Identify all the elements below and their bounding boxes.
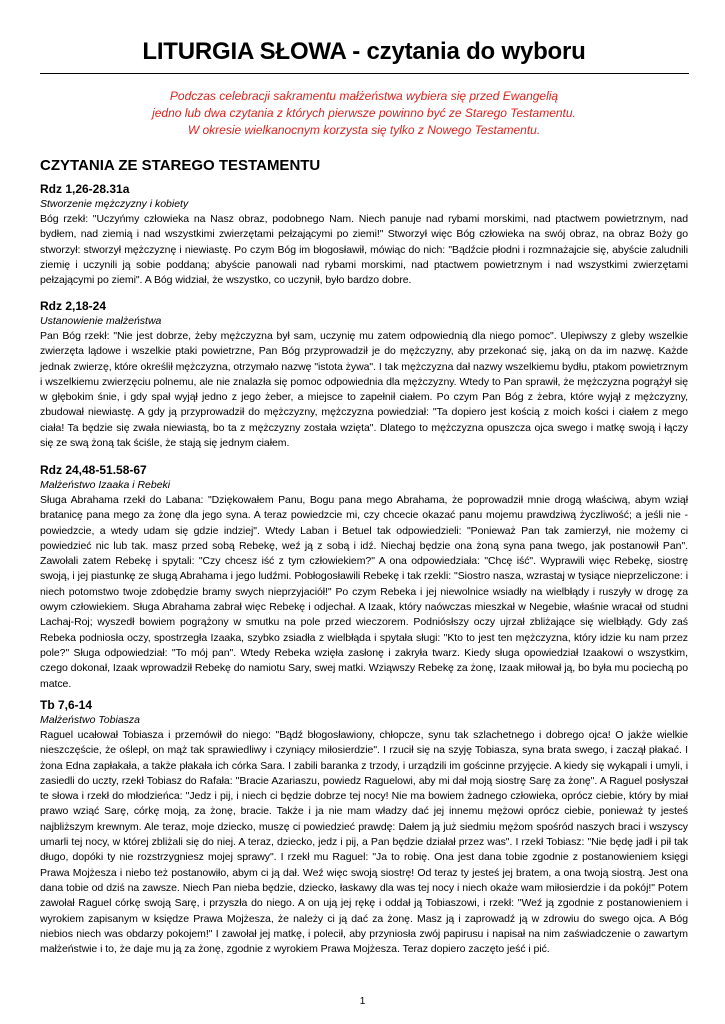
intro-line: Podczas celebracji sakramentu małżeństwa wybiera się przed Ewangelią: [169, 89, 559, 103]
title-underline: [40, 73, 689, 74]
reading-reference: Rdz 24,48-51.58-67: [40, 463, 147, 477]
page-number: 1: [359, 996, 366, 1007]
reading-subtitle: Stworzenie mężczyzny i kobiety: [40, 198, 189, 210]
reading-text: Raguel ucałował Tobiasza i przemówił do niego: "Bądź błogosławiony, chłopcze, synu tak szlachetnego i dobrego ojca! O jakże wielkie nieszczęście, że oślepł, on mąż tak sprawiedliwy i czyniący miłosierdzie". I rzucił się na szyję Tobiasza, syna brata swego, i zaczął płakać. I żona Edna zapłakała, a także płakała ich córka Sara. I zabili baranka z trzody, i urządzili im gościnne przyjęcie. A kiedy się wykąpali i umyli, i zasiedli do uczty, rzekł Tobiasz do Rafała: "Bracie Azariaszu, powiedz Raguelowi, aby mi dał moją siostrę Sarę za żonę". A Raguel posłyszał te słowa i rzekł do młodzieńca: "Jedz i pij, i niech ci będzie dobrze tej nocy! Nie ma bowiem żadnego człowieka, oprócz ciebie, który by miał prawo wziąć Sarę, córkę moją, za żonę, bracie. Także i ja nie mam władzy dać jej innemu mężowi oprócz ciebie, ponieważ ty jesteś najbliższym krewnym. Ale teraz, moje dziecko, muszę ci powiedzieć prawdę: Dałem ją już siedmiu mężom spośród naszych braci i wszyscy umarli tej nocy, w której zbliżali się do niej. A teraz, dziecko, jedz i pij, a Pan będzie działał przez was". I rzekł Tobiasz: "Nie będę jadł i pił tak długo, dopóki ty nie rozstrzygniesz mojej sprawy". I rzekł mu Raguel: "Ja to robię. Ona jest dana tobie zgodnie z postanowieniem księgi Prawa Mojżesza i niebo też postanowiło, abym ci ją dał. Weź więc swoją siostrę! Od teraz ty jesteś jej bratem, a ona twoją siostrą. Jest ona dana tobie od dziś na zawsze. Niech Pan nieba będzie, dziecko, łaskawy dla was tej nocy i niech okaże wam miłosierdzie i da pokój!" Potem zawołał Raguel córkę swoją Sarę, i przyszła do niego. A on ują jej rękę i oddał ją Tobiaszowi, i rzekł: "Weź ją zgodnie z postanowieniem i wyrokiem zapisanym w księdze Prawa Mojżesza, że należy ci ją dać za żonę. Masz ją i zaprowadź ją w zdrowiu do swego ojca. A Bóg niebios niech was obdarzy pokojem!" I zawołał jej matkę, i polecił, aby przyniosła zwój papirusu i napisał na nim zaświadczenie o zawartym małżeństwie i to, że daje mu ją za żonę, zgodnie z wyrokiem Prawa Mojżesza. Teraz dopiero zaczęto jeść i pić.: [40, 729, 688, 956]
intro-line: W okresie wielkanocnym korzysta się tylko z Nowego Testamentu.: [187, 123, 541, 137]
reading-reference: Tb 7,6-14: [40, 698, 93, 712]
reading-subtitle: Małżeństwo Tobiasza: [40, 714, 140, 726]
page-title: LITURGIA SŁOWA - czytania do wyboru: [142, 38, 586, 65]
reading-text: Sługa Abrahama rzekł do Labana: "Dziękowałem Panu, Bogu pana mego Abrahama, że poprowadził mnie drogą właściwą, abym wziął bratanicę pana mego za żonę dla jego syna. A teraz powiedzcie mi, czy chcecie okazać panu mojemu prawdziwą życzliwość; a jeśli nie - powiedzcie, a wtedy udam się gdzie indziej". Wtedy Laban i Betuel tak odpowiedzieli: "Ponieważ Pan tak zamierzył, nie możemy ci powiedzieć nic lub tak. masz przed sobą Rebekę, weź ją z sobą i idź. Niechaj będzie ona żoną syna pana twego, jak postanowił Pan". Zawołali zatem Rebekę i spytali: "Czy chcesz iść z tym człowiekiem?" A ona odpowiedziała: "Chcę iść". Wyprawili więc Rebekę, siostrę swoją, i jej piastunkę ze sługą Abrahama i jego ludźmi. Pobłogosławili Rebekę i tak rzekli: "Siostro nasza, wzrastaj w tysiące nieprzeliczone: i niech potomstwo twoje zdobędzie bramy swych nieprzyjaciół!" Po czym Rebeka i jej niewolnice wsiadły na wielbłądy i ruszyły w drogę za owym człowiekiem. Sługa Abrahama zabrał więc Rebekę i odjechał. A Izaak, który naówczas mieszkał w Negebie, właśnie wracał od studni Lachaj-Roj; wyszedł bowiem pogrążony w smutku na pole przed wieczorem. Podniósłszy oczy ujrzał zbliżające się wielbłądy. Gdy zaś Rebeka podniosła oczy, spostrzegła Izaaka, szybko zsiadła z wielbłąda i spytała sługi: "Kto to jest ten mężczyzna, który idzie ku nam przez pole?" Sługa odpowiedział: "To mój pan". Wtedy Rebeka wzięła zasłonę i zakryła twarz. Kiedy sługa opowiedział Izaakowi o wszystkim, czego dokonał, Izaak wprowadził Rebekę do namiotu Sary, swej matki. Wziąwszy Rebekę za żonę, Izaak miłował ją, bo była mu pociechą po matce.: [40, 494, 688, 690]
reading-text: Pan Bóg rzekł: "Nie jest dobrze, żeby mężczyzna był sam, uczynię mu zatem odpowiednią dla niego pomoc". Ulepiwszy z gleby wszelkie zwierzęta lądowe i wszelkie ptaki powietrzne, Pan Bóg przyprowadził je do mężczyzny, aby przekonać się, jaką on da im nazwę. Każde jednak zwierzę, które określił mężczyzna, otrzymało nazwę "istota żywa". I tak mężczyzna dał nazwy wszelkiemu bydłu, ptakom powietrznym i wszelkiemu zwierzęciu polnemu, ale nie znalazła się pomoc odpowiednia dla mężczyzny. Wtedy to Pan sprawił, że mężczyzna pogrążył się w głębokim śnie, i gdy spał wyjął jedno z jego żeber, a miejsce to zapełnił ciałem. Po czym Pan Bóg z żebra, które wyjął z mężczyzny, zbudował niewiastę. A gdy ją przyprowadził do mężczyzny, mężczyzna powiedział: "Ta dopiero jest kością z moich kości i ciałem z mego ciała! Ta będzie się zwała niewiastą, bo ta z mężczyzny została wzięta". Dlatego to mężczyzna opuszcza ojca swego i matkę swoją i łączy się ze swą żoną tak ściśle, że stają się jednym ciałem.: [40, 330, 688, 450]
reading-subtitle: Małżeństwo Izaaka i Rebeki: [40, 479, 171, 491]
reading-subtitle: Ustanowienie małżeństwa: [40, 315, 162, 327]
section-heading: CZYTANIA ZE STAREGO TESTAMENTU: [40, 157, 321, 174]
reading-genesis-24: [40, 462, 688, 692]
intro-note: [40, 88, 688, 139]
reading-tobit-7: [40, 697, 688, 957]
reading-reference: Rdz 2,18-24: [40, 299, 107, 313]
intro-line: jedno lub dwa czytania z których pierwsze powinno być ze Starego Testamentu.: [152, 106, 576, 120]
reading-genesis-1: [40, 181, 688, 288]
reading-text: Bóg rzekł: "Uczyńmy człowieka na Nasz obraz, podobnego Nam. Niech panuje nad rybami morskimi, nad ptactwem powietrznym, nad bydłem, nad ziemią i nad wszystkimi zwierzętami pełzającymi po ziemi!" Stworzył więc Bóg człowieka na swój obraz, na obraz Boży go stworzył: stworzył mężczyznę i niewiastę. Po czym Bóg im błogosławił, mówiąc do nich: "Bądźcie płodni i rozmnażajcie się, abyście zaludnili ziemię i uczynili ją sobie poddaną; abyście panowali nad rybami morskimi, nad ptactwem powietrznym i nad wszystkimi zwierzętami pełzającymi po ziemi". A Bóg widział, że wszystko, co uczynił, było bardzo dobre.: [40, 213, 688, 287]
reading-genesis-2: [40, 298, 688, 451]
reading-reference: Rdz 1,26-28.31a: [40, 182, 130, 196]
